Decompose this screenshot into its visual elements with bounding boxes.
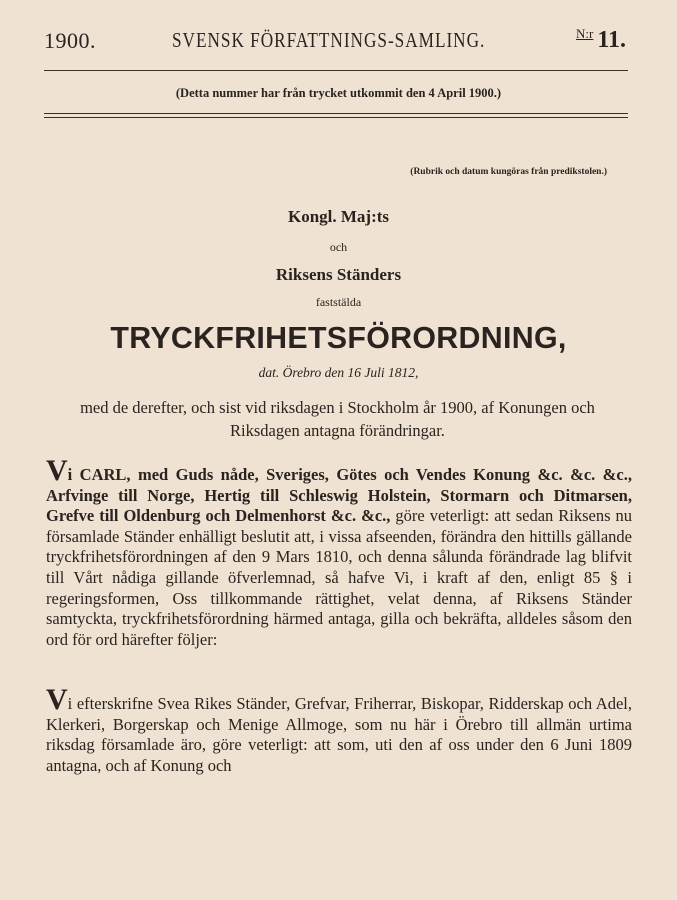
royal-title: i CARL, med Guds nåde, Sveriges, Götes och Vendes Konung &c. &c. &c., Arfvinge till Norge, Hertig till Schleswig Holstein, Stormarn och Ditmarsen, Grefve till Oldenburg och Delmenhorst &c. &c.,: [46, 465, 632, 526]
header-number: [576, 26, 626, 54]
paragraph-2-text: i efterskrifne Svea Rikes Ständer, Grefvar, Friherrar, Biskopar, Ridderskap och Adel, Klerkeri, Borgerskap och Menige Allmoge, som nu här i Örebro till allmän urtima riksdag församlade äro, göre veterligt: att som, uti den af oss under den 6 Juni 1809 antagna, och af Konung och: [46, 694, 632, 775]
title-line-2: och: [329, 240, 348, 254]
number-value: 11.: [597, 27, 627, 53]
dropcap-1: V: [46, 454, 68, 487]
subtitle: med de derefter, och sist vid riksdagen i Stockholm år 1900, af Konungen och Riksdagen antagna förändringar.: [80, 398, 595, 440]
divider-rule-bottom: [44, 117, 628, 118]
paragraph-2: [46, 683, 632, 776]
header-year: 1900.: [44, 28, 96, 53]
header-rule: [44, 70, 628, 71]
number-prefix: N:r: [576, 26, 594, 41]
title-line-1: Kongl. Maj:ts: [287, 207, 390, 226]
paragraph-1: [46, 454, 632, 650]
dropcap-2: V: [46, 683, 68, 716]
divider-rule-top: [44, 113, 628, 114]
paragraph-1-text: göre veterligt: att sedan Riksens nu församlade Ständer enhälligt beslutit att, i vissa afseenden, förändra den hittills gällande tryckfrihetsförordningen af den 9 Mars 1810, och denna sålunda förändrade lag blifvit till Vårt nådiga gillande öfverlemnad, så hafve Vi, i kraft af den, enligt 85 § i regeringsformen, Oss tillkommande rättighet, velat denna, af Riksens Ständer samtyckta, tryckfrihetsförordning härmed antaga, gilla och bekräfta, alldeles såsom den ord för ord härefter följer:: [46, 506, 632, 649]
title-line-4: faststälda: [315, 295, 362, 309]
main-title: TRYCKFRIHETSFÖRORDNING,: [110, 320, 567, 355]
dateline: dat. Örebro den 16 Juli 1812,: [258, 365, 419, 380]
issued-note: (Detta nummer har från trycket utkommit den 4 April 1900.): [175, 86, 502, 100]
rubrik-note: (Rubrik och datum kungöras från predikstolen.): [410, 167, 607, 177]
header-title: SVENSK FÖRFATTNINGS-SAMLING.: [172, 28, 486, 52]
title-line-3: Riksens Ständers: [275, 265, 402, 284]
